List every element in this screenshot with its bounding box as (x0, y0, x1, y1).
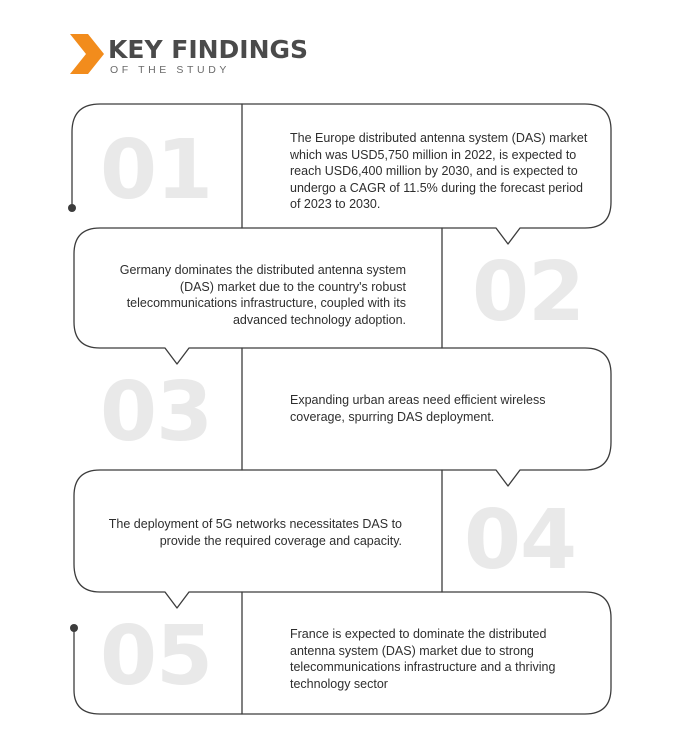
finding-text-01: The Europe distributed antenna system (DAS) market which was USD5,750 million in 2022, is expected to reach USD6,400 million by 2030, and is expected to undergo a CAGR of 11.5% during the forecast period of 2023 to 2030. (290, 131, 588, 211)
finding-number-05: 05 (100, 609, 213, 704)
finding-text-04: The deployment of 5G networks necessitates DAS to provide the required coverage and capacity. (108, 517, 402, 548)
finding-text-03: Expanding urban areas need efficient wireless coverage, spurring DAS deployment. (290, 393, 546, 424)
start-dot (68, 204, 76, 212)
finding-number-03: 03 (100, 365, 213, 460)
finding-number-02: 02 (472, 245, 585, 340)
page-title: KEY FINDINGS (108, 35, 309, 64)
finding-text-05: France is expected to dominate the distributed antenna system (DAS) market due to strong telecommunications infrastructure and a thriving technology sector (290, 627, 556, 691)
finding-number-01: 01 (100, 123, 213, 218)
finding-text-02: Germany dominates the distributed antenna system (DAS) market due to the country's robust telecommunications infrastructure, coupled with its advanced technology adoption. (119, 263, 406, 327)
finding-number-04: 04 (464, 493, 577, 588)
page-subtitle: OF THE STUDY (110, 64, 231, 76)
end-dot (70, 624, 78, 632)
